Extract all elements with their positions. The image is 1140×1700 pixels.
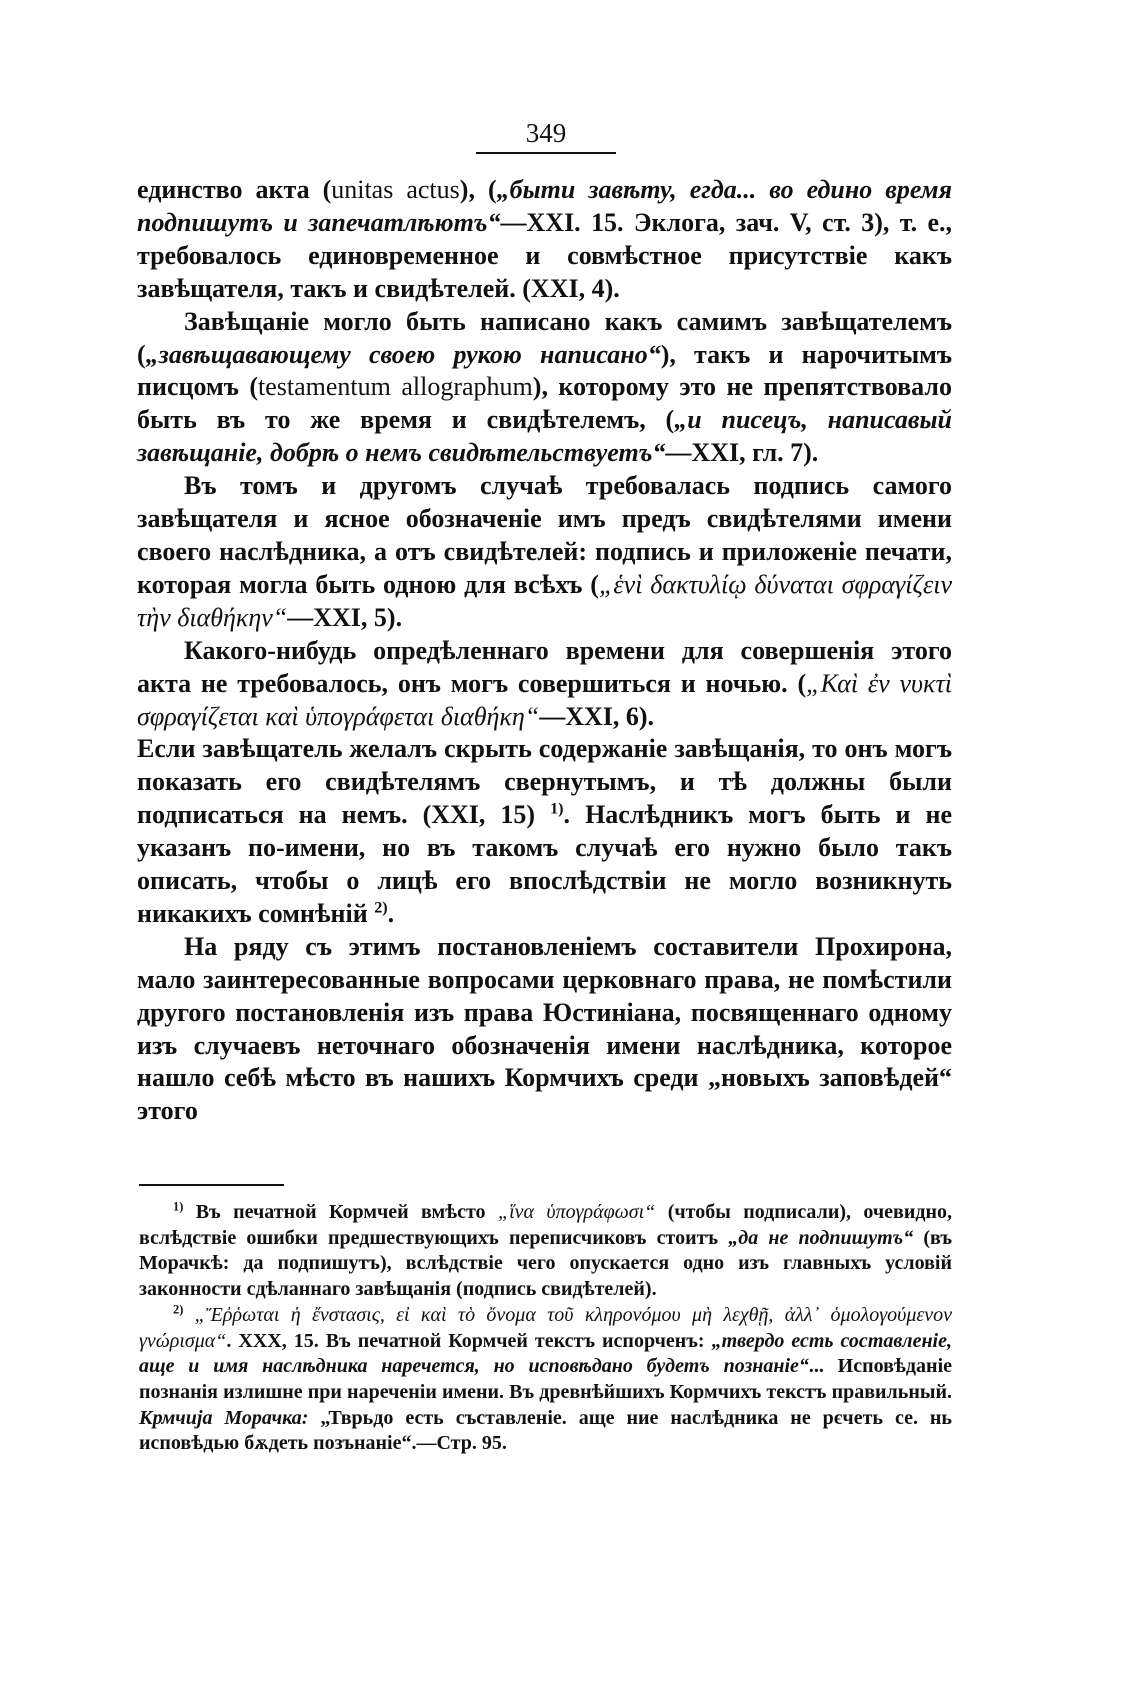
greek-quotation: „Καὶ ἐν νυκτὶ σφραγίζεται καὶ ὑπογράφεται διαθήκη“ — [137, 668, 952, 731]
quotation: „быти завѣту, егда... во едино время подпишутъ и запечатлѣютъ“ — [137, 175, 952, 237]
text-segment: единство акта ( — [137, 175, 332, 204]
quotation: „твердо есть составленіе, аще и имя наслѣдника наречется, но исповѣдано будетъ познаніе“ — [139, 1329, 952, 1378]
footnote-2 — [139, 1303, 952, 1457]
text-segment: —XXI, 5). — [287, 602, 403, 632]
footnote-ref-1[interactable]: 1) — [550, 800, 564, 818]
text-segment: Если завѣщатель желалъ скрыть содержаніе завѣщанія, то онъ могъ показать его свидѣтелямъ свернутымъ, и тѣ должны были подписаться на немъ. (XXI, 15) — [137, 734, 952, 830]
paragraph-4 — [137, 635, 952, 734]
text-segment: ... Исповѣданіе познанія излишне при нареченіи имени. Въ древнѣйшихъ Кормчихъ текстъ правильный. — [139, 1355, 952, 1403]
latin-term: unitas actus — [331, 175, 460, 204]
text-segment: Какого-нибудь опредѣленнаго времени для совершенія этого акта не требовалось, онъ могъ совершиться и ночью. ( — [137, 635, 952, 698]
text-segment: Въ печатной Кормчей вмѣсто — [183, 1201, 498, 1223]
text-segment: (въ Морачкѣ: да подпишутъ), вслѣдствіе чего опускается одно изъ главныхъ условій законности сдѣланнаго завѣщанія (подпись свидѣтелей). — [139, 1226, 953, 1301]
main-text — [137, 174, 952, 1128]
page-number-rule — [476, 152, 616, 154]
text-segment: . Наслѣдникъ могъ быть и не указанъ по-имени, но въ такомъ случаѣ его нужно было такъ описать, чтобы о лицѣ его впослѣдствіи не могло возникнуть никакихъ сомнѣній — [137, 800, 953, 928]
footnote-ref-2[interactable]: 2) — [374, 899, 388, 917]
paragraph-3 — [137, 470, 952, 635]
footnotes — [139, 1200, 952, 1457]
quotation: „да не подпишутъ“ — [728, 1226, 914, 1249]
text-segment: „Тврьдо есть съставленіе. аще ние наслѣдника не рєчеть се. нь исповѣдью бѫдеть позънаніе“.—Стр. 95. — [139, 1406, 953, 1455]
footnote-number: 1) — [173, 1199, 184, 1214]
text-segment: (чтобы подписали), очевидно, вслѣдствіе ошибки предшествующихъ переписчиковъ стоитъ — [139, 1201, 953, 1249]
greek-quotation: „ἑνὶ δακτυλίῳ δύναται σφραγίζειν τὴν διαθήκην“ — [137, 569, 952, 632]
quotation: „завѣщавающему своею рукою написано“ — [145, 339, 661, 369]
paragraph-2 — [137, 306, 952, 471]
paragraph-6: На ряду съ этимъ постановленіемъ составители Прохирона, мало заинтересованные вопросами церковнаго права, не помѣстили другого постановленія изъ права Юстиніана, посвященнаго одному изъ случаевъ неточнаго обозначенія имени наслѣдника, которое нашло себѣ мѣсто въ нашихъ Кормчихъ среди „новыхъ заповѣдей“ этого — [137, 931, 952, 1126]
greek-quotation: „Ἔῤῥωται ἡ ἔνστασις, εἰ καὶ τὸ ὄνομα τοῦ κληρονόμου μὴ λεχθῇ, ἀλλ᾽ ὁμολογούμενον γνώρισμα“ — [139, 1303, 952, 1352]
latin-term: testamentum allographum — [258, 372, 533, 402]
text-segment: . — [387, 898, 395, 928]
text-segment: ), которому это не препятствовало быть въ то же время и свидѣтелемъ, ( — [137, 372, 953, 435]
text-segment: Завѣщаніе могло быть написано какъ самимъ завѣщателемъ ( — [137, 306, 952, 369]
greek-quotation: „ἵνα ὑπογράφωσι“ — [497, 1201, 656, 1223]
paragraph-1 — [137, 174, 952, 306]
text-segment: ), такъ и нарочитымъ писцомъ ( — [137, 339, 953, 402]
text-segment: —XXI. 15. Эклога, зач. V, ст. 3), т. е., требовалось единовременное и совмѣстное присутствіе какъ завѣщателя, такъ и свидѣтелей. (XXI, 4). — [137, 207, 952, 303]
page-number: 349 — [525, 118, 567, 148]
text-segment: . XXX, 15. Въ печатной Кормчей текстъ испорченъ: — [226, 1329, 712, 1352]
footnote-number: 2) — [173, 1302, 184, 1317]
text-segment: —XXI, 6). — [539, 701, 655, 731]
text-segment: —XXI, гл. 7). — [665, 438, 819, 468]
text-segment: Въ томъ и другомъ случаѣ требовалась подпись самого завѣщателя и ясное обозначеніе имъ предъ свидѣтелями имени своего наслѣдника, а отъ свидѣтелей: подпись и приложеніе печати, которая могла быть одною для всѣхъ ( — [137, 471, 952, 599]
quotation: „и писецъ, написавый завѣщаніе, добрѣ о немъ свидѣтельствуетъ“ — [137, 405, 952, 468]
paragraph-5 — [137, 733, 952, 930]
footnote-rule — [139, 1184, 284, 1186]
footnote-1 — [139, 1200, 952, 1303]
source-citation: Крмчија Морачка: — [139, 1406, 309, 1429]
text-segment: ), ( — [459, 175, 497, 204]
